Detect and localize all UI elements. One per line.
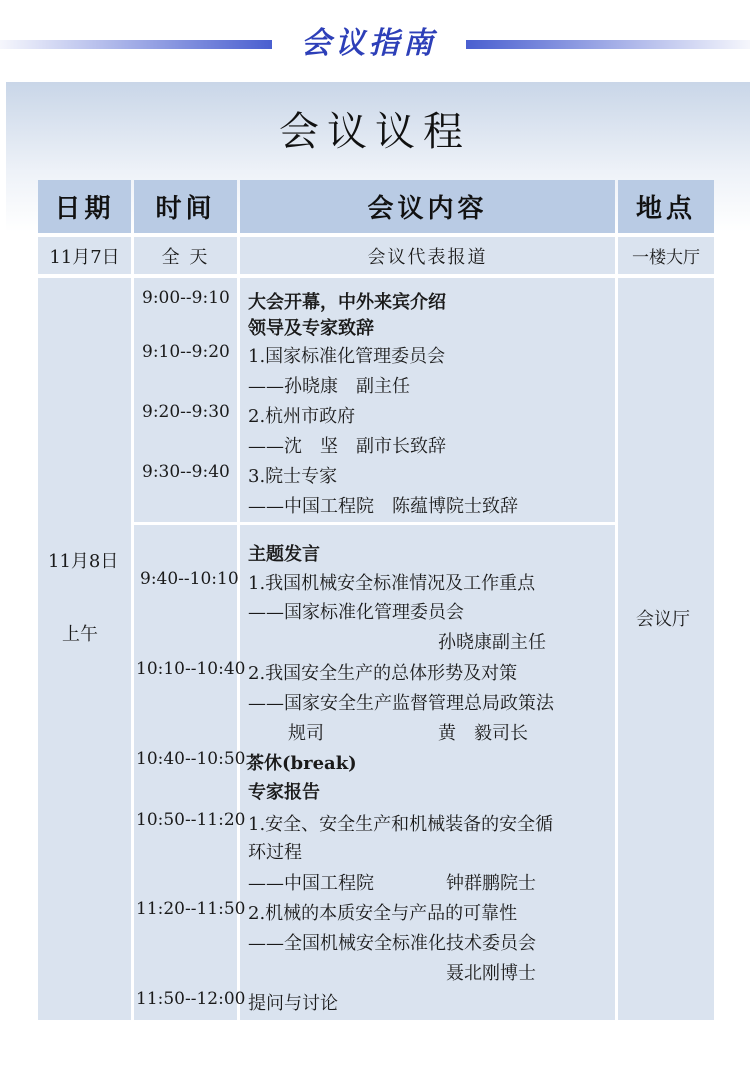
agenda-leaders: 领导及专家致辞 (248, 318, 374, 339)
agenda-speaker-name: 孙晓康副主任 (438, 632, 546, 653)
row2-time-cell-b (134, 525, 237, 1020)
agenda-speaker: ——中国工程院 (248, 873, 374, 894)
agenda-speaker-name: 黄 毅司长 (438, 723, 528, 744)
page-title: 会议议程 (279, 109, 471, 155)
row1-time: 全 天 (134, 237, 237, 274)
panel-edge (0, 82, 6, 1065)
row2-session: 上午 (62, 624, 98, 645)
header-date: 日期 (38, 180, 131, 233)
agenda-item: 2.我国安全生产的总体形势及对策 (248, 663, 518, 684)
agenda-item: 1.国家标准化管理委员会 (248, 346, 446, 367)
time-slot: 11:20--11:50 (136, 899, 246, 919)
time-slot: 10:40--10:50 (136, 749, 246, 769)
time-slot: 9:20--9:30 (142, 402, 230, 422)
agenda-qa: 提问与讨论 (248, 993, 338, 1014)
agenda-speaker-cont: 规司 (288, 723, 324, 744)
row1-place: 一楼大厅 (618, 237, 714, 274)
agenda-opening: 大会开幕，中外来宾介绍 (248, 292, 446, 313)
agenda-item: 3.院士专家 (248, 466, 338, 487)
agenda-speaker-name: 钟群鹏院士 (446, 873, 536, 894)
agenda-speaker: ——孙晓康 副主任 (248, 376, 410, 397)
row1-content: 会议代表报道 (240, 237, 615, 274)
agenda-item: 2.杭州市政府 (248, 406, 356, 427)
header-stripe-right (466, 40, 750, 49)
time-slot: 9:10--9:20 (142, 342, 230, 362)
row2-place: 会议厅 (636, 609, 690, 630)
agenda-speaker: ——全国机械安全标准化技术委员会 (248, 933, 536, 954)
row1-date: 11月7日 (38, 237, 131, 274)
agenda-speaker-name: 聂北刚博士 (446, 963, 536, 984)
time-slot: 11:50--12:00 (136, 989, 246, 1009)
agenda-break: 茶休(break) (246, 753, 357, 774)
header-content: 会议内容 (240, 180, 615, 233)
time-slot: 10:10--10:40 (136, 659, 246, 679)
row2-time-cell-a (134, 278, 237, 522)
agenda-speaker: ——沈 坚 副市长致辞 (248, 436, 446, 457)
time-slot: 9:30--9:40 (142, 462, 230, 482)
agenda-expert: 专家报告 (248, 782, 320, 803)
agenda-speaker: ——国家标准化管理委员会 (248, 602, 464, 623)
time-slot: 10:50--11:20 (136, 810, 246, 830)
header-stripe-left (0, 40, 272, 49)
row2-date: 11月8日 (48, 551, 119, 572)
agenda-item-cont: 环过程 (248, 842, 302, 863)
agenda-speaker: ——国家安全生产监督管理总局政策法 (248, 693, 554, 714)
agenda-theme: 主题发言 (248, 544, 320, 565)
agenda-item: 2.机械的本质安全与产品的可靠性 (248, 903, 518, 924)
row2-date-cell (38, 278, 131, 1020)
agenda-speaker: ——中国工程院 陈蕴博院士致辞 (248, 496, 518, 517)
agenda-item: 1.我国机械安全标准情况及工作重点 (248, 573, 536, 594)
agenda-item: 1.安全、安全生产和机械装备的安全循 (248, 814, 554, 835)
header-place: 地点 (618, 180, 714, 233)
section-title: 会议指南 (301, 26, 437, 61)
time-slot: 9:40--10:10 (140, 569, 239, 589)
header-time: 时间 (134, 180, 237, 233)
row2-place-cell (618, 278, 714, 1020)
time-slot: 9:00--9:10 (142, 288, 230, 308)
